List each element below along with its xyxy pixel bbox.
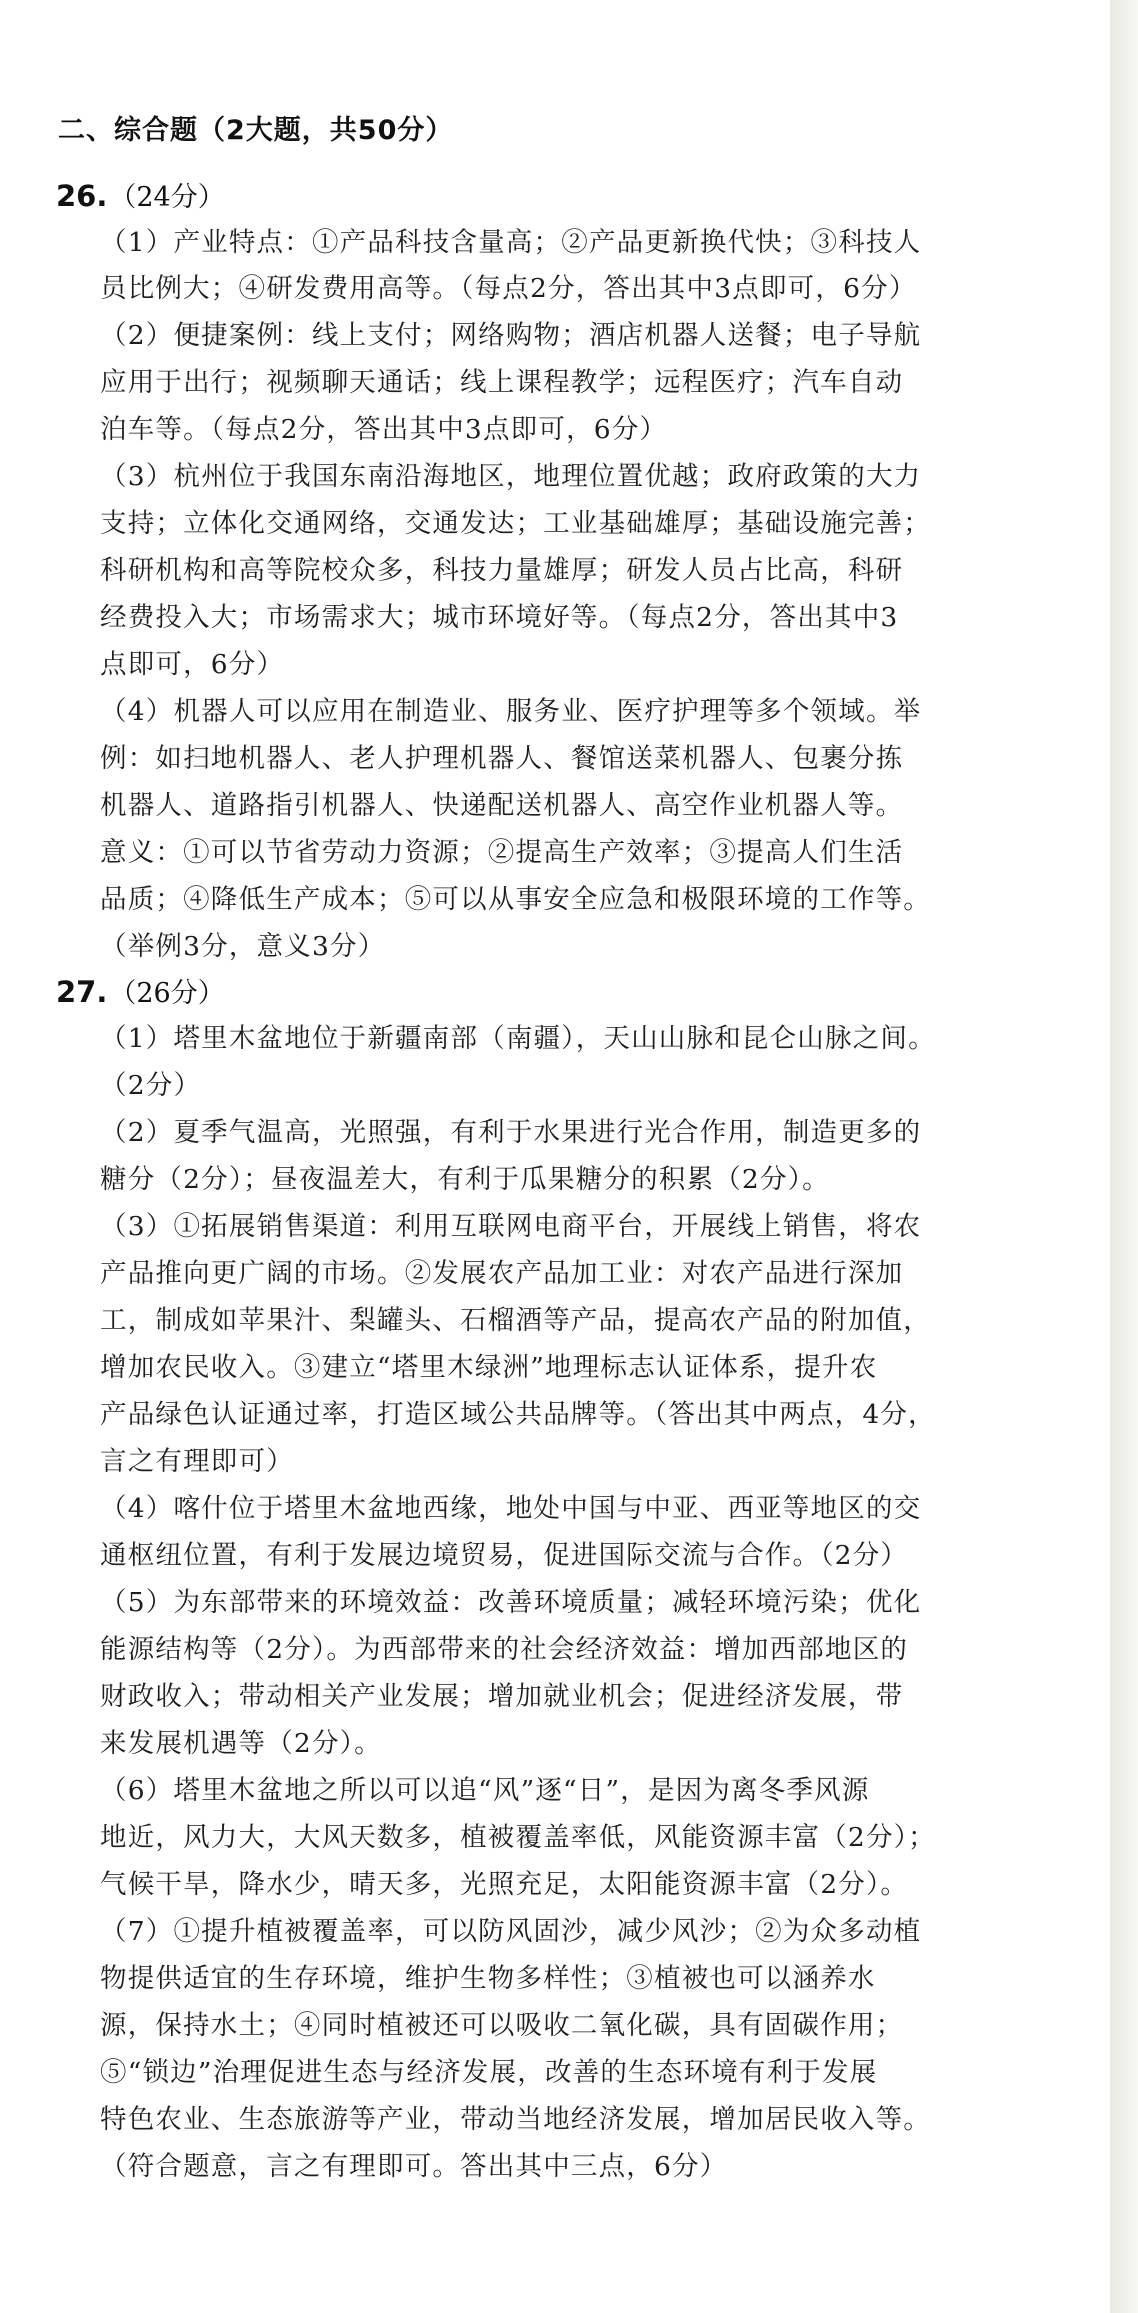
q27-line: （2分） bbox=[100, 1070, 202, 1101]
q27-line: 气候干旱，降水少，晴天多，光照充足，太阳能资源丰富（2分）。 bbox=[100, 1869, 909, 1900]
q27-line: 糖分（2分）；昼夜温差大，有利于瓜果糖分的积累（2分）。 bbox=[100, 1164, 830, 1195]
q26-line: 支持；立体化交通网络，交通发达；工业基础雄厚；基础设施完善； bbox=[100, 508, 931, 539]
q26-line: 机器人、道路指引机器人、快递配送机器人、高空作业机器人等。 bbox=[100, 790, 904, 821]
question-26-points: （24分） bbox=[109, 182, 225, 213]
q27-line: （4）喀什位于塔里木盆地西缘，地处中国与中亚、西亚等地区的交 bbox=[100, 1493, 922, 1524]
q26-line: 科研机构和高等院校众多，科技力量雄厚；研发人员占比高，科研 bbox=[100, 555, 904, 586]
q26-line: 意义：①可以节省劳动力资源；②提高生产效率；③提高人们生活 bbox=[100, 837, 904, 868]
q27-line: 源，保持水土；④同时植被还可以吸收二氧化碳，具有固碳作用； bbox=[100, 2010, 904, 2041]
q27-line: 特色农业、生态旅游等产业，带动当地经济发展，增加居民收入等。 bbox=[100, 2104, 931, 2135]
q26-line: 经费投入大；市场需求大；城市环境好等。（每点2分，答出其中3 bbox=[100, 602, 899, 633]
q27-line: 工，制成如苹果汁、梨罐头、石榴酒等产品，提高农产品的附加值， bbox=[100, 1305, 931, 1336]
q26-line: 员比例大；④研发费用高等。（每点2分，答出其中3点即可，6分） bbox=[100, 273, 917, 304]
question-27-header bbox=[56, 971, 225, 1010]
q27-line: （6）塔里木盆地之所以可以追“风”逐“日”，是因为离冬季风源 bbox=[100, 1775, 870, 1806]
q27-line: 地近，风力大，大风天数多，植被覆盖率低，风能资源丰富（2分）； bbox=[100, 1822, 936, 1853]
q26-line: （4）机器人可以应用在制造业、服务业、医疗护理等多个领域。举 bbox=[100, 696, 922, 727]
q26-line: （3）杭州位于我国东南沿海地区，地理位置优越；政府政策的大力 bbox=[100, 461, 922, 492]
q27-line: 能源结构等（2分）。为西部带来的社会经济效益：增加西部地区的 bbox=[100, 1634, 909, 1665]
q27-line: （3）①拓展销售渠道：利用互联网电商平台，开展线上销售，将农 bbox=[100, 1211, 922, 1242]
q27-line: （符合题意，言之有理即可。答出其中三点，6分） bbox=[100, 2151, 728, 2182]
q27-line: （5）为东部带来的环境效益：改善环境质量；减轻环境污染；优化 bbox=[100, 1587, 922, 1618]
q27-line: 来发展机遇等（2分）。 bbox=[100, 1728, 382, 1759]
q27-line: 言之有理即可） bbox=[100, 1446, 294, 1477]
question-27-number: 27. bbox=[56, 975, 108, 1009]
q27-line: （2）夏季气温高，光照强，有利于水果进行光合作用，制造更多的 bbox=[100, 1117, 922, 1148]
q26-line: 泊车等。（每点2分，答出其中3点即可，6分） bbox=[100, 414, 668, 445]
question-27-points: （26分） bbox=[109, 978, 225, 1009]
q27-line: 物提供适宜的生存环境，维护生物多样性；③植被也可以涵养水 bbox=[100, 1963, 876, 1994]
q27-line: （1）塔里木盆地位于新疆南部（南疆），天山山脉和昆仑山脉之间。 bbox=[100, 1023, 936, 1054]
q26-line: （1）产业特点：①产品科技含量高；②产品更新换代快；③科技人 bbox=[100, 227, 922, 258]
q26-line: 例：如扫地机器人、老人护理机器人、餐馆送菜机器人、包裹分拣 bbox=[100, 743, 904, 774]
question-26-number: 26. bbox=[56, 179, 108, 213]
q26-line: 点即可，6分） bbox=[100, 649, 285, 680]
q27-line: 产品绿色认证通过率，打造区域公共品牌等。（答出其中两点，4分， bbox=[100, 1399, 936, 1430]
question-26-header bbox=[56, 175, 225, 214]
q27-line: 产品推向更广阔的市场。②发展农产品加工业：对农产品进行深加 bbox=[100, 1258, 904, 1289]
q27-line: 财政收入；带动相关产业发展；增加就业机会；促进经济发展，带 bbox=[100, 1681, 904, 1712]
q26-line: （举例3分，意义3分） bbox=[100, 931, 386, 962]
q26-line: （2）便捷案例：线上支付；网络购物；酒店机器人送餐；电子导航 bbox=[100, 320, 922, 351]
q27-line: 增加农民收入。③建立“塔里木绿洲”地理标志认证体系，提升农 bbox=[100, 1352, 878, 1383]
q26-line: 品质；④降低生产成本；⑤可以从事安全应急和极限环境的工作等。 bbox=[100, 884, 931, 915]
page-edge-shadow bbox=[1110, 0, 1138, 2313]
section-title: 二、综合题（2大题，共50分） bbox=[58, 115, 454, 146]
q27-line: 通枢纽位置，有利于发展边境贸易，促进国际交流与合作。（2分） bbox=[100, 1540, 909, 1571]
q27-line: （7）①提升植被覆盖率，可以防风固沙，减少风沙；②为众多动植 bbox=[100, 1916, 922, 1947]
q27-line: ⑤“锁边”治理促进生态与经济发展，改善的生态环境有利于发展 bbox=[100, 2057, 878, 2088]
q26-line: 应用于出行；视频聊天通话；线上课程教学；远程医疗；汽车自动 bbox=[100, 367, 904, 398]
